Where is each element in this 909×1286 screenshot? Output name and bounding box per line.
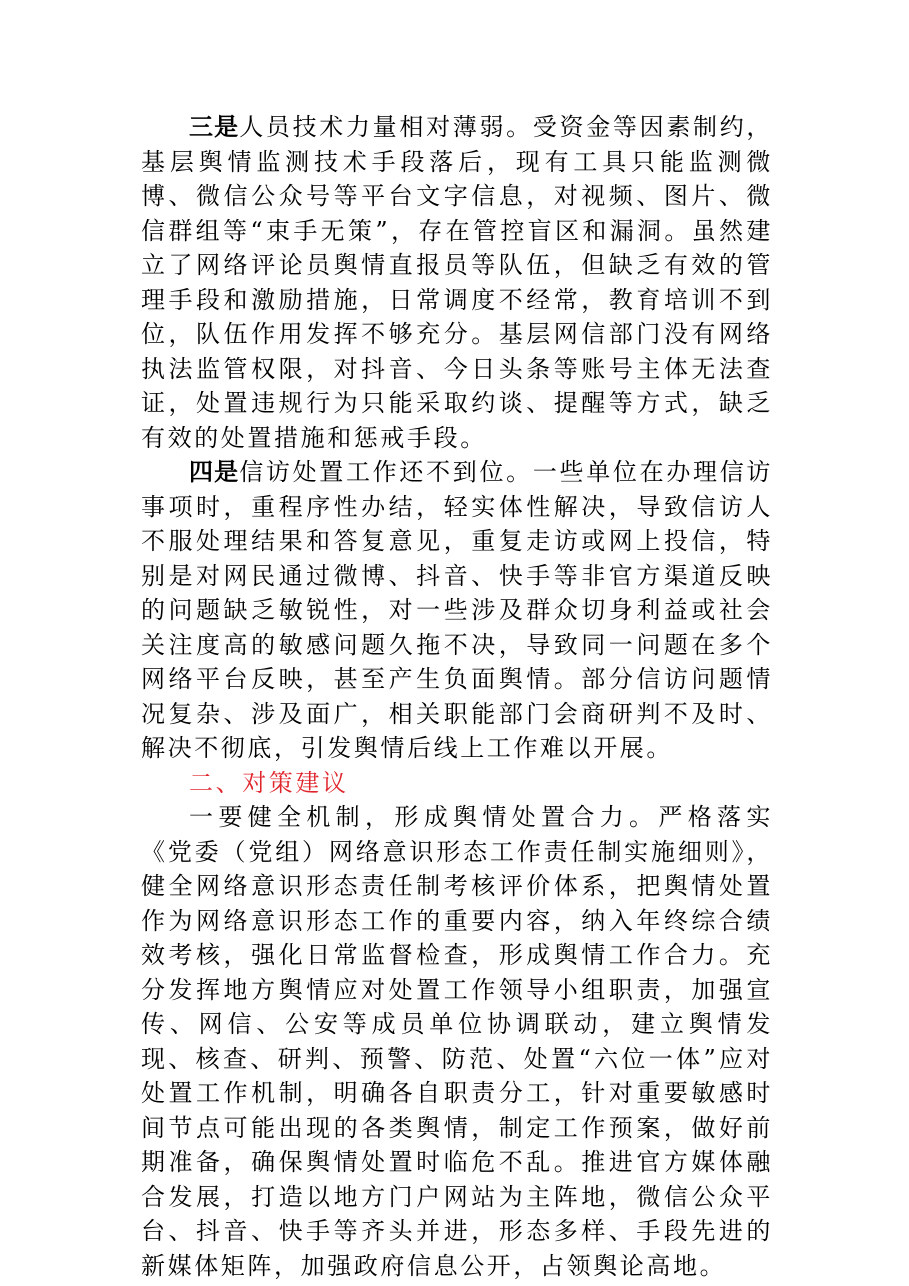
paragraph-lead-label: 三是: [189, 112, 240, 141]
paragraph-staff-technical-capacity: [141, 110, 773, 455]
document-body: [141, 110, 773, 1283]
paragraph-petition-handling: [141, 455, 773, 766]
section-heading: 二、对策建议: [189, 768, 349, 797]
paragraph-text: 人员技术力量相对薄弱。受资金等因素制约，基层舆情监测技术手段落后，现有工具只能监测微博、微信公众号等平台文字信息，对视频、图片、微信群组等“束手无策”，存在管控盲区和漏洞。虽然建立了网络评论员舆情直报员等队伍，但缺乏有效的管理手段和激励措施，日常调度不经常，教育培训不到位，队伍作用发挥不够充分。基层网信部门没有网络执法监管权限，对抖音、今日头条等账号主体无法查证，处置违规行为只能采取约谈、提醒等方式，缺乏有效的处置措施和惩戒手段。: [141, 113, 774, 452]
paragraph-lead-label: 四是: [189, 457, 240, 486]
paragraph-text: 一要健全机制，形成舆情处置合力。严格落实《党委（党组）网络意识形态工作责任制实施细则》，健全网络意识形态责任制考核评价体系，把舆情处置作为网络意识形态工作的重要内容，纳入年终综合绩效考核，强化日常监督检查，形成舆情工作合力。充分发挥地方舆情应对处置工作领导小组职责，加强宣传、网信、公安等成员单位协调联动，建立舆情发现、核查、研判、预警、防范、处置“六位一体”应对处置工作机制，明确各自职责分工，针对重要敏感时间节点可能出现的各类舆情，制定工作预案，做好前期准备，确保舆情处置时临危不乱。推进官方媒体融合发展，打造以地方门户网站为主阵地，微信公众平台、抖音、快手等齐头并进，形态多样、手段先进的新媒体矩阵，加强政府信息公开，占领舆论高地。: [141, 803, 773, 1280]
paragraph-recommendation-mechanism: [141, 800, 773, 1283]
paragraph-text: 信访处置工作还不到位。一些单位在办理信访事项时，重程序性办结，轻实体性解决，导致信访人不服处理结果和答复意见，重复走访或网上投信，特别是对网民通过微博、抖音、快手等非官方渠道反映的问题缺乏敏锐性，对一些涉及群众切身利益或社会关注度高的敏感问题久拖不决，导致同一问题在多个网络平台反映，甚至产生负面舆情。部分信访问题情况复杂、涉及面广，相关职能部门会商研判不及时、解决不彻底，引发舆情后线上工作难以开展。: [141, 458, 774, 762]
